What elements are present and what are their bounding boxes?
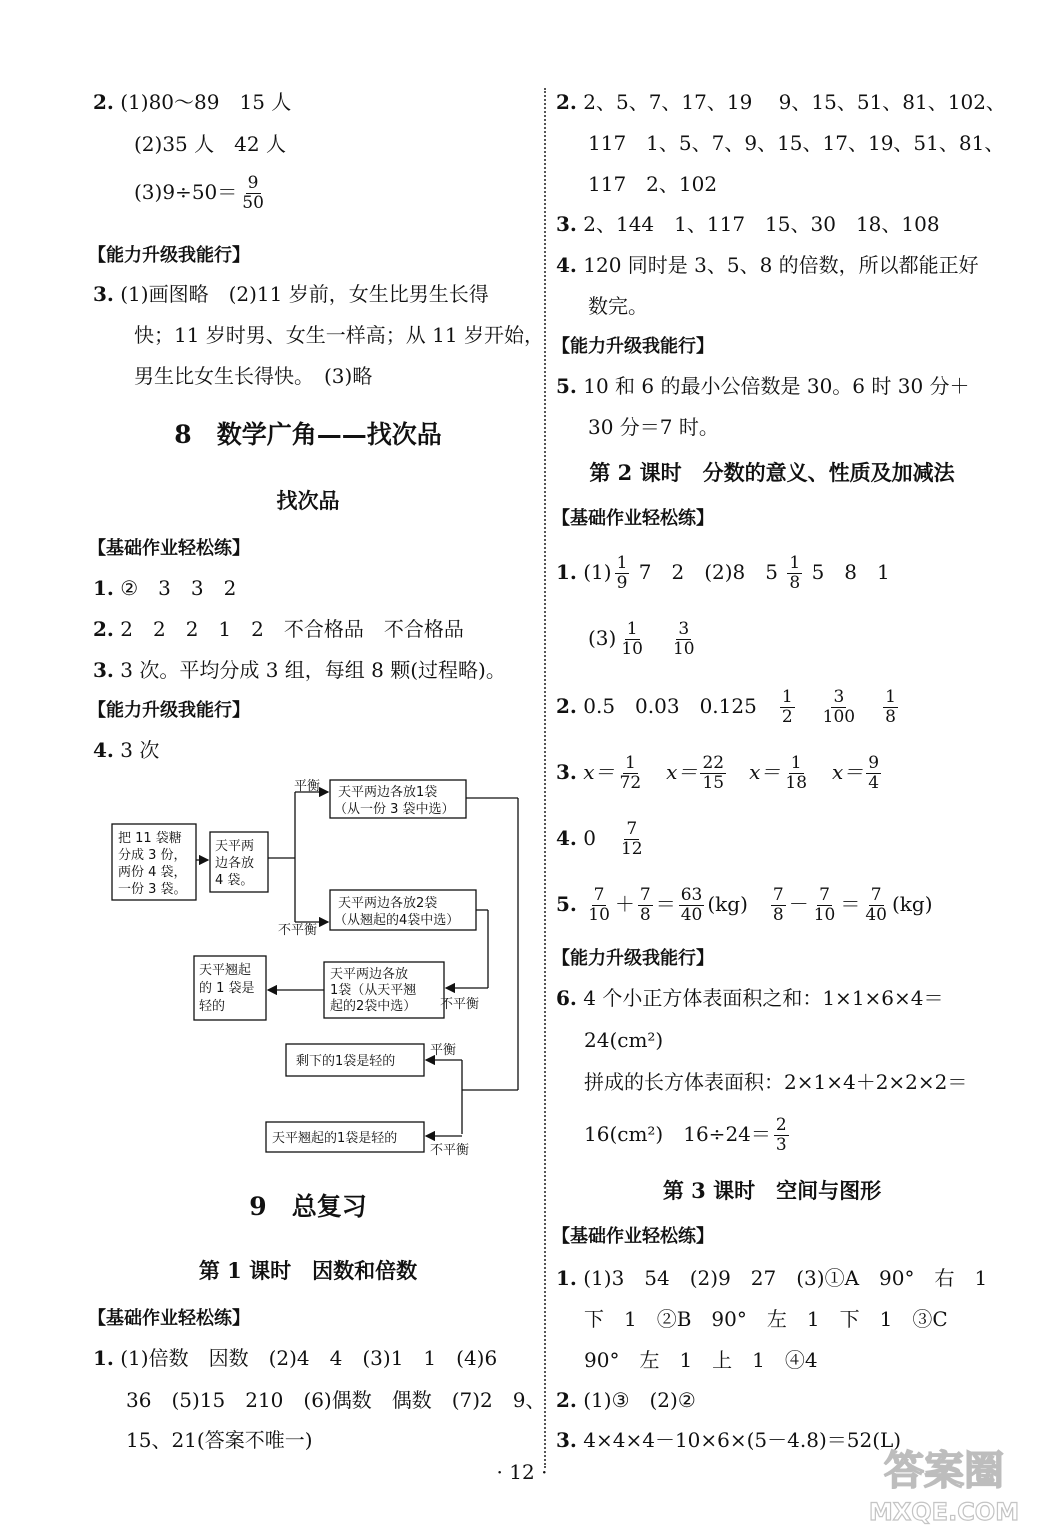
flow-start-l4: 一份 3 袋。 — [118, 882, 187, 897]
rq2-line2: 117 1、5、7、9、15、17、19、51、81、 — [588, 131, 1005, 155]
r1-line2: 36 (5)15 210 (6)偶数 偶数 (7)2 9、 — [126, 1388, 546, 1412]
lesson-3-title: 第 3 课时 空间与图形 — [662, 1178, 882, 1203]
r1-line3: 15、21(答案不唯一) — [126, 1428, 313, 1452]
q2-line3: (3)9÷50＝ $\frac{9}{50}$ — [134, 173, 264, 213]
fraction: $\frac{9}{50}$ — [242, 173, 264, 213]
lesson-2-title: 第 2 课时 分数的意义、性质及加减法 — [589, 460, 955, 485]
q2-line1: 2. (1)80～89 15 人 — [93, 90, 292, 114]
chapter-9-title: 9 总复习 — [249, 1192, 367, 1221]
flow-start-l2: 分成 3 份， — [118, 848, 187, 863]
column-divider — [544, 88, 546, 1468]
flow-result1-l1: 天平翘起 — [199, 963, 252, 978]
lesson-1-title: 第 1 课时 因数和倍数 — [198, 1258, 418, 1283]
flow-step1-l3: 4 袋。 — [215, 873, 254, 888]
p4-line: 4. 0 $\frac{7}{12}$ — [556, 819, 643, 859]
fraction: $\frac{7}{10}$ — [813, 885, 836, 925]
rq5-line1: 5. 10 和 6 的最小公倍数是 30。6 时 30 分＋ — [556, 374, 970, 398]
flow-top-l2: （从一份 3 袋中选） — [334, 802, 455, 817]
fraction: $\frac{7}{8}$ — [639, 885, 651, 925]
rq3-line: 3. 2、144 1、117 15、30 18、108 — [556, 212, 940, 236]
fraction: $\frac{7}{12}$ — [620, 819, 643, 859]
fraction: $\frac{1}{9}$ — [616, 553, 628, 593]
p1-line2: (3) $\frac{1}{10}$ $\frac{3}{10}$ — [588, 619, 695, 659]
section-heading-ability: 【能力升级我能行】 — [552, 948, 714, 969]
section-heading-basic: 【基础作业轻松练】 — [88, 538, 250, 559]
flow-label-balanced-2: 平衡 — [430, 1043, 457, 1058]
s2-line: 2. (1)③ (2)② — [556, 1388, 696, 1412]
flow-start-l3: 两份 4 袋， — [118, 865, 187, 880]
p6-line2: 24(cm²) — [584, 1028, 664, 1052]
chapter-8-title: 8 数学广角——找次品 — [174, 420, 442, 449]
p5-line: 5. $\frac{7}{10}$ ＋ $\frac{7}{8}$ ＝ $\frac{63}{40}$ (kg) $\frac{7}{8}$ － $\frac{7}{10}$ ＝ $\frac{7}{40}$ (kg) — [556, 885, 933, 925]
section-heading-basic: 【基础作业轻松练】 — [552, 1226, 714, 1247]
q3-line1: 3. (1)画图略 (2)11 岁前，女生比男生长得 — [93, 282, 489, 306]
fraction: $\frac{1}{2}$ — [781, 687, 793, 727]
find-defective-flowchart — [100, 772, 530, 1162]
fraction: $\frac{9}{4}$ — [868, 753, 880, 793]
fraction: $\frac{2}{3}$ — [775, 1115, 787, 1155]
rq2-line1: 2. 2、5、7、17、19 9、15、51、81、102、 — [556, 90, 1006, 114]
flow-start-l1: 把 11 袋糖 — [118, 831, 182, 846]
svg-text:MXQE.COM: MXQE.COM — [868, 1498, 1020, 1526]
f3-line: 3. 3 次。平均分成 3 组，每组 8 颗(过程略)。 — [93, 658, 506, 682]
fraction: $\frac{3}{10}$ — [672, 619, 695, 659]
p2-line: 2. 0.5 0.03 0.125 $\frac{1}{2}$ $\frac{3}{100}$ $\frac{1}{8}$ — [556, 687, 896, 727]
flow-step1-l2: 边各放 — [215, 856, 255, 871]
flow-mid-l1: 天平两边各放2袋 — [338, 896, 438, 911]
flow-label-unbalanced-3: 不平衡 — [430, 1143, 470, 1158]
flow-label-unbalanced-2: 不平衡 — [440, 997, 480, 1012]
flow-top-l1: 天平两边各放1袋 — [338, 785, 438, 800]
fraction: $\frac{7}{10}$ — [588, 885, 610, 925]
f4-line: 4. 3 次 — [93, 738, 160, 762]
p1-line1: 1. (1) $\frac{1}{9}$ 7 2 (2)8 5 $\frac{1}{8}$ 5 8 1 — [556, 553, 890, 593]
r1-line1: 1. (1)倍数 因数 (2)4 4 (3)1 1 (4)6 — [93, 1346, 498, 1370]
rq4-line1: 4. 120 同时是 3、5、8 的倍数，所以都能正好 — [556, 253, 979, 277]
flow-right2-l2: 1袋（从天平翘 — [330, 983, 417, 998]
s1-line3: 90° 左 1 上 1 ④4 — [584, 1348, 818, 1372]
q2-line2: (2)35 人 42 人 — [134, 132, 286, 156]
fraction: $\frac{1}{8}$ — [885, 687, 896, 727]
section-heading-ability: 【能力升级我能行】 — [88, 700, 250, 721]
fraction: $\frac{1}{10}$ — [621, 619, 643, 659]
section-heading-basic: 【基础作业轻松练】 — [88, 1308, 250, 1329]
fraction: $\frac{1}{8}$ — [789, 553, 801, 593]
fraction: $\frac{7}{40}$ — [865, 885, 887, 925]
p3-line: 3. x＝ $\frac{1}{72}$ x＝ $\frac{22}{15}$ x＝ $\frac{1}{18}$ x＝ $\frac{9}{4}$ — [556, 753, 880, 793]
flow-step1-l1: 天平两 — [215, 839, 255, 854]
q3-line2: 快；11 岁时男、女生一样高；从 11 岁开始， — [134, 323, 544, 347]
watermark-logo — [858, 1436, 1030, 1528]
f2-line: 2. 2 2 2 1 2 不合格品 不合格品 — [93, 617, 464, 641]
p6-line3: 拼成的长方体表面积：2×1×4＋2×2×2＝ — [584, 1070, 968, 1094]
fraction: $\frac{1}{18}$ — [785, 753, 808, 793]
section-heading-ability: 【能力升级我能行】 — [552, 336, 714, 357]
lesson-title-find: 找次品 — [276, 488, 340, 513]
flow-mid-l2: （从翘起的4袋中选） — [334, 913, 460, 928]
fraction: $\frac{22}{15}$ — [702, 753, 725, 793]
p6-line4: 16(cm²) 16÷24＝ $\frac{2}{3}$ — [584, 1115, 787, 1155]
flow-label-unbalanced: 不平衡 — [278, 923, 318, 938]
section-heading-basic: 【基础作业轻松练】 — [552, 508, 714, 529]
rq4-line2: 数完。 — [588, 294, 648, 318]
flow-result2: 剩下的1袋是轻的 — [296, 1054, 396, 1069]
rq2-line3: 117 2、102 — [588, 172, 718, 196]
fraction: $\frac{7}{8}$ — [772, 885, 784, 925]
page-number: · 12 · — [496, 1460, 548, 1484]
flow-result1-l3: 轻的 — [199, 999, 226, 1014]
flow-result1-l2: 的 1 袋是 — [199, 981, 255, 996]
flow-right2-l3: 起的2袋中选） — [330, 999, 417, 1014]
f1-line: 1. ② 3 3 2 — [93, 576, 237, 600]
q3-line3: 男生比女生长得快。 (3)略 — [134, 364, 373, 388]
s1-line1: 1. (1)3 54 (2)9 27 (3)①A 90° 右 1 — [556, 1266, 988, 1290]
section-heading-ability: 【能力升级我能行】 — [88, 245, 250, 266]
rq5-line2: 30 分＝7 时。 — [588, 415, 719, 439]
fraction: $\frac{3}{100}$ — [822, 687, 856, 727]
fraction: $\frac{63}{40}$ — [680, 885, 703, 925]
flow-label-balanced: 平衡 — [294, 779, 321, 794]
flow-result3: 天平翘起的1袋是轻的 — [272, 1131, 398, 1146]
p6-line1: 6. 4 个小正方体表面积之和：1×1×6×4＝ — [556, 986, 944, 1010]
s1-line2: 下 1 ②B 90° 左 1 下 1 ③C — [584, 1307, 948, 1331]
s3-line: 3. 4×4×4－10×6×(5－4.8)＝52(L) — [556, 1428, 902, 1452]
fraction: $\frac{1}{72}$ — [619, 753, 642, 793]
flow-right2-l1: 天平两边各放 — [330, 967, 409, 982]
svg-text:答案圈: 答案圈 — [884, 1448, 1004, 1494]
